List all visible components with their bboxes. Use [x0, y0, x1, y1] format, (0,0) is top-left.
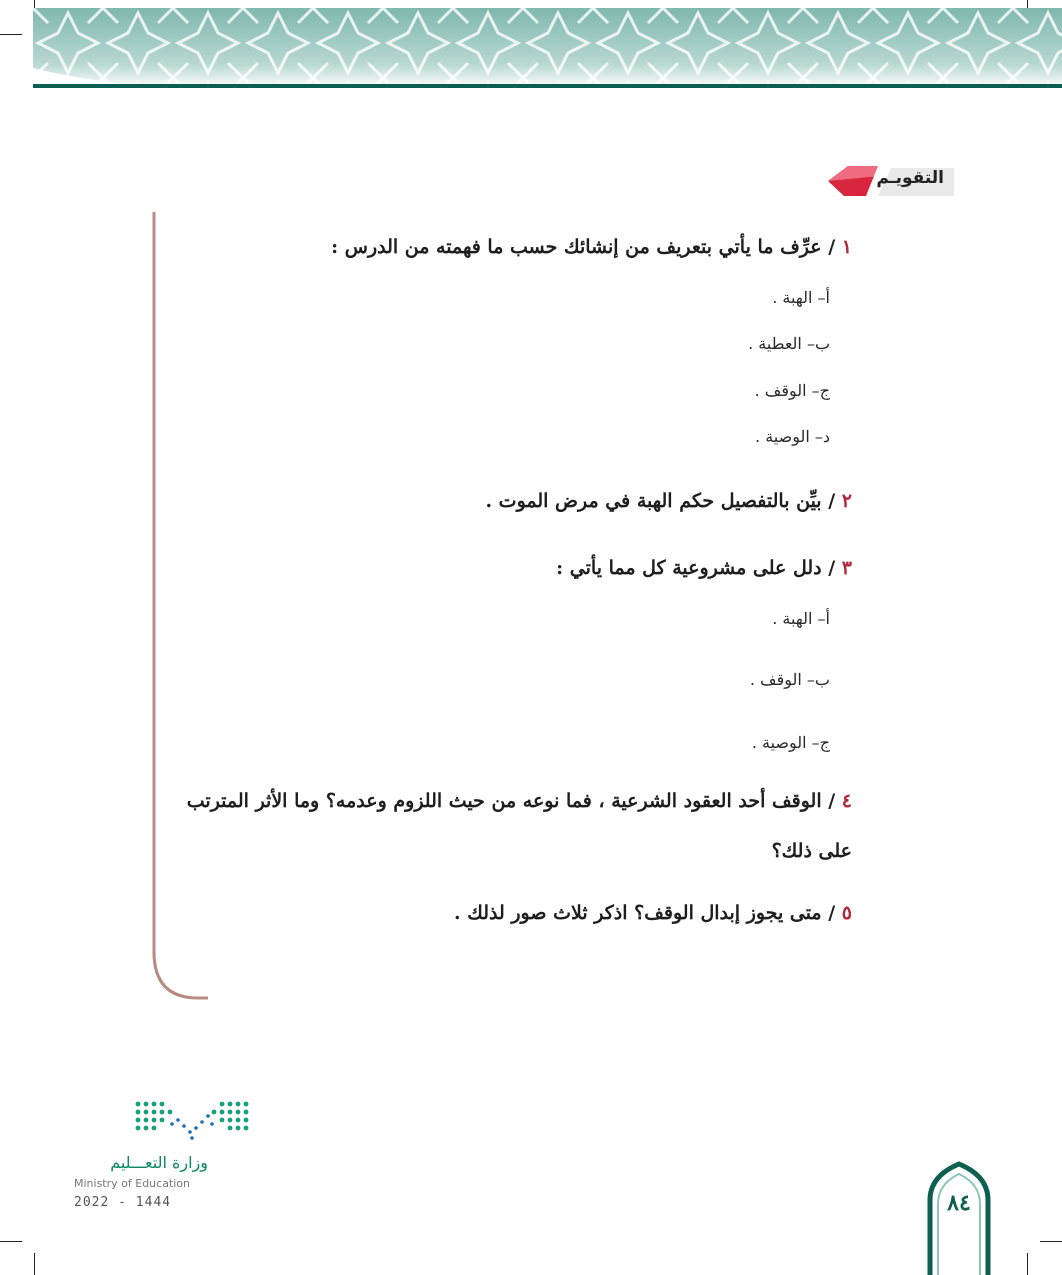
question-3: [556, 557, 852, 579]
question-number: ٥: [841, 902, 852, 924]
question-number: ٢: [841, 490, 852, 512]
question-text: / عرِّف ما يأتي بتعريف من إنشائك حسب ما فهمته من الدرس :: [331, 236, 836, 258]
question-text: / متى يجوز إبدال الوقف؟ اذكر ثلاث صور لذلك .: [453, 902, 836, 924]
page-number-badge: [924, 1160, 994, 1275]
crop-mark: [1027, 1253, 1028, 1275]
crop-mark: [0, 1241, 22, 1242]
page-number-frame: [924, 1160, 994, 1275]
question-1: [331, 236, 852, 258]
question-number: ١: [841, 236, 852, 258]
question-5: [454, 902, 852, 924]
q1-item-d: د– الوصية .: [755, 427, 830, 446]
question-text: / بيِّن بالتفصيل حكم الهبة في مرض الموت .: [485, 490, 836, 512]
q1-item-a: أ– الهبة .: [772, 288, 830, 307]
q3-item-a: أ– الهبة .: [772, 609, 830, 628]
page-number: ٨٤: [947, 1190, 971, 1216]
q1-item-b: ب– العطية .: [748, 334, 830, 353]
question-number: ٤: [841, 790, 852, 812]
header-pattern-banner: [33, 8, 1062, 88]
question-2: [485, 490, 852, 512]
header-rule: [33, 84, 1062, 88]
question-4: [172, 776, 852, 876]
section-tab: [822, 162, 954, 198]
content-frame-line: [150, 212, 210, 1002]
question-number: ٣: [841, 557, 852, 579]
ministry-name-arabic: وزارة التعـــليم: [110, 1153, 208, 1172]
question-text: / الوقف أحد العقود الشرعية ، فما نوعه من حيث اللزوم وعدمه؟ وما الأثر المترتب على ذلك؟: [186, 790, 852, 862]
ministry-dots-icon: [132, 1098, 252, 1142]
crop-mark: [1040, 1241, 1062, 1242]
section-title: التقويـم: [876, 168, 944, 188]
q3-item-b: ب– الوقف .: [749, 670, 830, 689]
crop-mark: [34, 1253, 35, 1275]
ministry-logo: [74, 1098, 274, 1218]
ministry-name-english: Ministry of Education: [74, 1177, 191, 1190]
question-text: / دلل على مشروعية كل مما يأتي :: [556, 557, 836, 579]
q1-item-c: ج– الوقف .: [754, 381, 830, 400]
edition-year: 2022 - 1444: [74, 1195, 172, 1210]
q3-item-c: ج– الوصية .: [751, 733, 830, 752]
crop-mark: [0, 34, 22, 35]
